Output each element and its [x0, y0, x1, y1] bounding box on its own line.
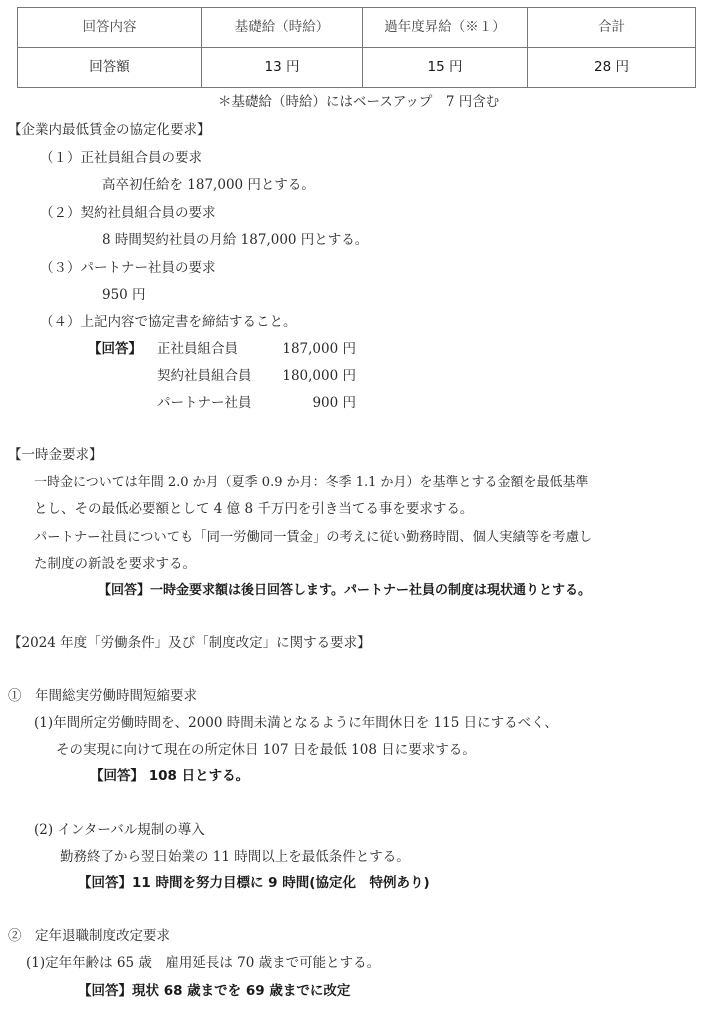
bonus-para-1-line-1: 一時金については年間 2.0 か月（夏季 0.9 か月：冬季 1.1 か月）を基準とする金額を最低基準: [34, 475, 589, 490]
row-total: 28 円: [528, 48, 696, 88]
answer-table-header-row: [18, 8, 696, 48]
row-prior-raise: 15 円: [363, 48, 528, 88]
row-label: 回答額: [18, 48, 202, 88]
minwage-answer-label-3: パートナー社員: [157, 395, 252, 411]
header-base-pay: 基礎給（時給）: [202, 8, 363, 48]
minwage-answer-value-1: 187,000 円: [282, 341, 356, 357]
section-1-item-2-detail: 勤務終了から翌日始業の 11 時間以上を最低条件とする。: [60, 849, 410, 865]
minwage-item-2-detail: 8 時間契約社員の月給 187,000 円とする。: [102, 232, 369, 248]
conditions-heading: 【2024 年度「労働条件」及び「制度改定」に関する要求】: [8, 635, 371, 651]
answer-table-row: [18, 48, 696, 88]
minwage-item-3: （３）パートナー社員の要求: [40, 260, 216, 276]
minwage-answer-label-1: 正社員組合員: [157, 341, 238, 357]
bonus-heading: 【一時金要求】: [8, 447, 103, 463]
minwage-item-3-detail: 950 円: [102, 287, 146, 303]
section-2-title: ② 定年退職制度改定要求: [8, 928, 170, 944]
minwage-item-2: （２）契約社員組合員の要求: [40, 205, 216, 221]
minwage-answer-value-2: 180,000 円: [282, 368, 356, 384]
section-1-item-1-line-2: その実現に向けて現在の所定休日 107 日を最低 108 日に要求する。: [56, 742, 476, 758]
table-note: ＊基礎給（時給）にはベースアップ 7 円含む: [218, 94, 500, 110]
minwage-item-1-detail: 高卒初任給を 187,000 円とする。: [102, 177, 315, 193]
header-prior-raise: 過年度昇給（※１）: [363, 8, 528, 48]
minwage-heading: 【企業内最低賃金の協定化要求】: [8, 122, 211, 138]
section-2-item-1: (1)定年年齢は 65 歳 雇用延長は 70 歳まで可能とする。: [26, 955, 381, 971]
minwage-item-4: （４）上記内容で協定書を締結すること。: [40, 314, 297, 330]
minwage-answer-value-3: 900 円: [312, 395, 356, 411]
minwage-answer-label-2: 契約社員組合員: [157, 368, 252, 384]
minwage-answer-tag: 【回答】: [88, 341, 142, 357]
section-1-item-1-answer: 【回答】 108 日とする。: [90, 768, 250, 784]
bonus-para-2-line-2: た制度の新設を要求する。: [34, 556, 196, 572]
bonus-para-2-line-1: パートナー社員についても「同一労働同一賃金」の考えに従い勤務時間、個人実績等を考慮し: [34, 530, 593, 545]
minwage-item-1: （１）正社員組合員の要求: [40, 150, 202, 166]
bonus-answer: 【回答】一時金要求額は後日回答します。パートナー社員の制度は現状通りとする。: [98, 583, 591, 598]
section-1-item-1-line-1: (1)年間所定労働時間を、2000 時間未満となるように年間休日を 115 日にするべく、: [34, 715, 558, 731]
answer-table: [17, 7, 696, 88]
row-base-pay: 13 円: [202, 48, 363, 88]
section-2-item-1-answer: 【回答】現状 68 歳までを 69 歳までに改定: [78, 983, 351, 999]
section-1-title: ① 年間総実労働時間短縮要求: [8, 688, 197, 704]
section-1-item-2-title: (2) インターバル規制の導入: [34, 822, 205, 838]
header-answer-content: 回答内容: [18, 8, 202, 48]
bonus-para-1-line-2: とし、その最低必要額として 4 億 8 千万円を引き当てる事を要求する。: [34, 501, 474, 517]
section-1-item-2-answer: 【回答】11 時間を努力目標に 9 時間(協定化 特例あり): [78, 875, 430, 891]
header-total: 合計: [528, 8, 696, 48]
